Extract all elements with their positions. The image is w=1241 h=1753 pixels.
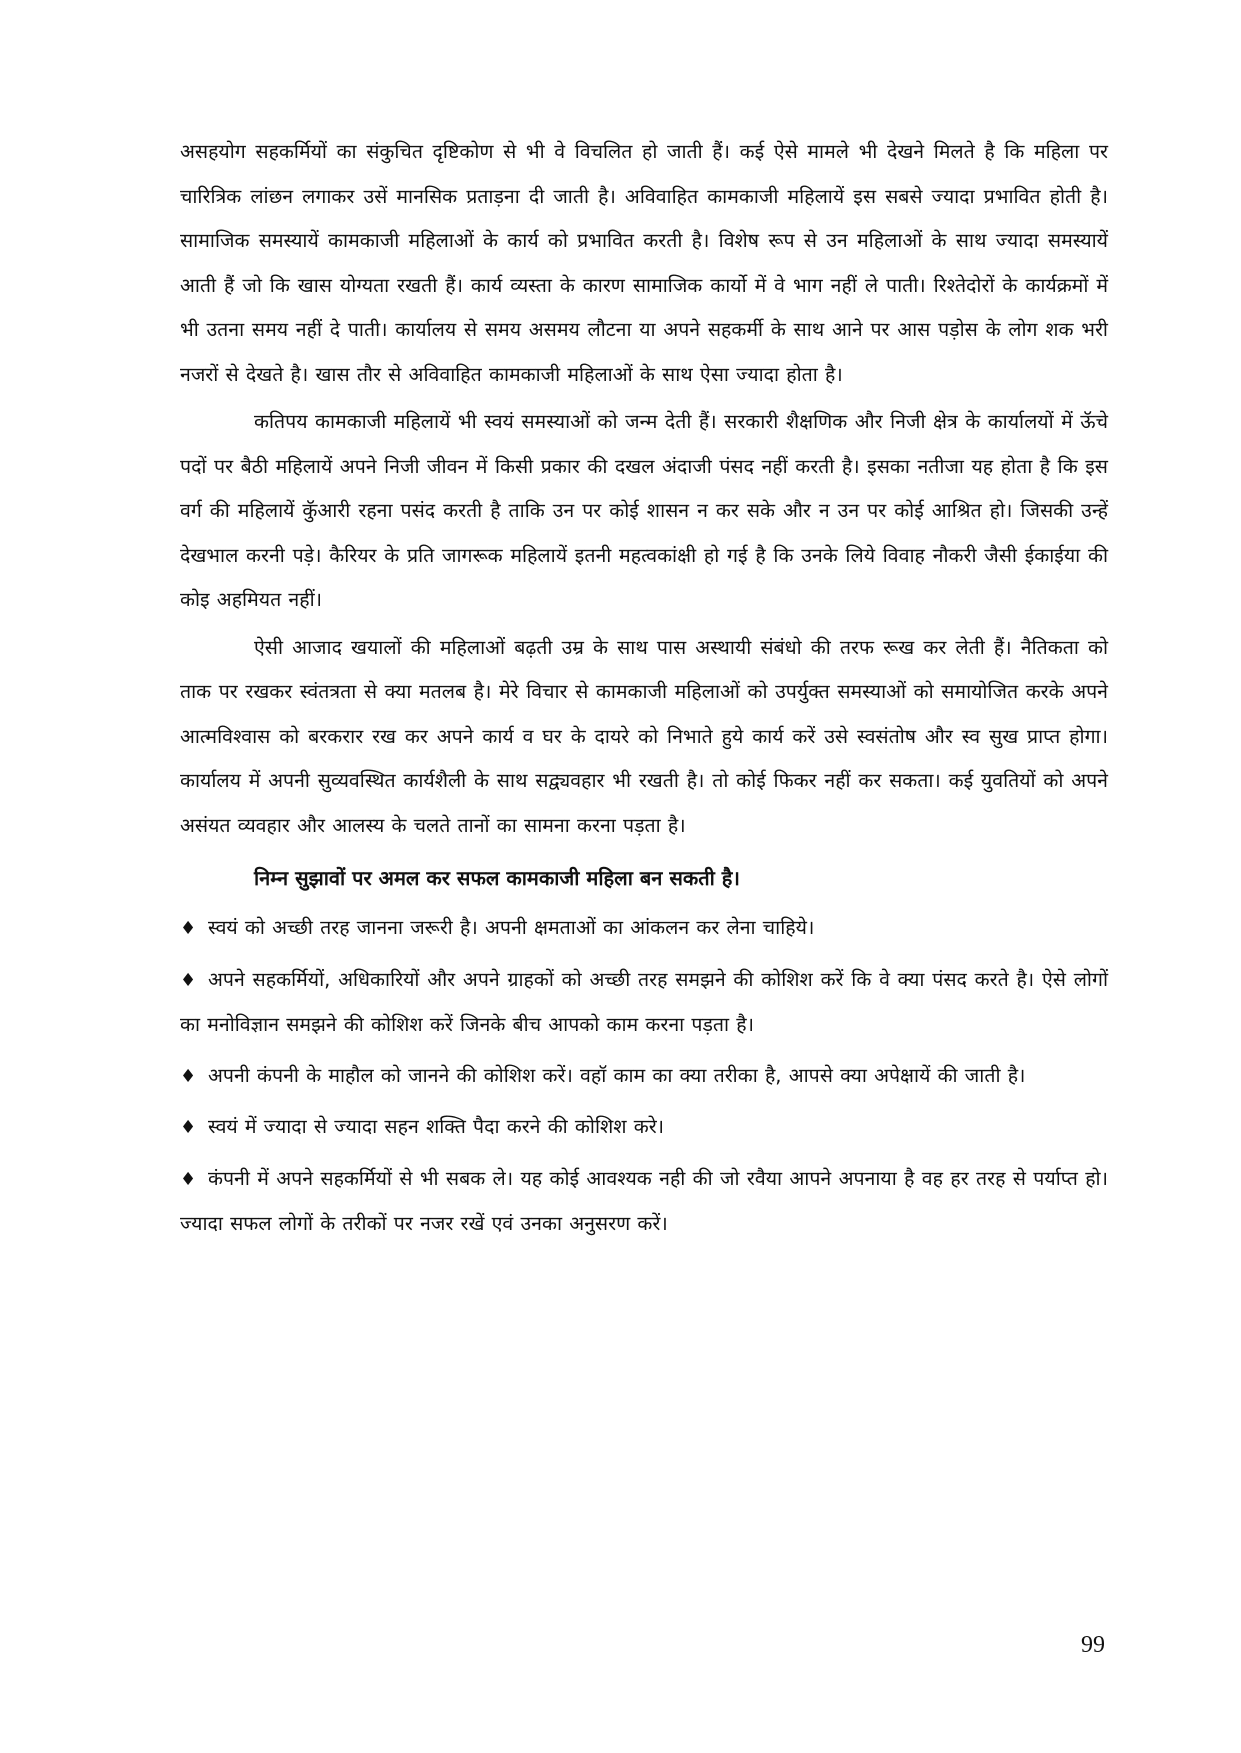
bullet-text: अपने सहकर्मियों, अधिकारियों और अपने ग्राहकों को अच्छी तरह समझने की कोशिश करें कि वे क्या पंसद करते है। ऐसे लोगों का मनोविज्ञान समझने की कोशिश करें जिनके बीच आपको काम करना पड़ता है। <box>180 967 1108 1036</box>
diamond-bullet-icon: ♦ <box>180 918 197 939</box>
bullet-text: कंपनी में अपने सहकर्मियों से भी सबक ले। यह कोई आवश्यक नही की जो रवैया आपने अपनाया है वह हर तरह से पर्याप्त हो। ज्यादा सफल लोगों के तरीकों पर नजर रखें एवं उनका अनुसरण करें। <box>180 1166 1108 1235</box>
diamond-bullet-icon: ♦ <box>180 969 197 991</box>
bullet-text: अपनी कंपनी के माहौल को जानने की कोशिश करें। वहॉ काम का क्या तरीका है, आपसे क्या अपेक्षायें की जाती है। <box>208 1063 1026 1087</box>
bullet-text: स्वयं को अच्छी तरह जानना जरूरी है। अपनी क्षमताओं का आंकलन कर लेना चाहिये। <box>208 916 815 939</box>
paragraph-2: कतिपय कामकाजी महिलायें भी स्वयं समस्याओं को जन्म देती हैं। सरकारी शैक्षणिक और निजी क्षेत्र के कार्यालयों में ऊॅचे पदों पर बैठी महिलायें अपने निजी जीवन में किसी प्रकार की दखल अंदाजी पंसद नहीं करती है। इसका नतीजा यह होता है कि इस वर्ग की महिलायें कुॅआरी रहना पसंद करती है ताकि उन पर कोई शासन न कर सके और न उन पर कोई आश्रित हो। जिसकी उन्हें देखभाल करनी पड़े। कैरियर के प्रति जागरूक महिलायें इतनी महत्वकांक्षी हो गई है कि उनके लिये विवाह नौकरी जैसी ईकाईया की कोइ अहमियत नहीं। <box>180 410 1108 611</box>
bullet-item-2 <box>180 958 1108 1048</box>
page-body <box>180 130 1108 1247</box>
bullet-item-3 <box>180 1054 1108 1100</box>
paragraph-3: ऐसी आजाद खयालों की महिलाओं बढ़ती उम्र के साथ पास अस्थायी संबंधो की तरफ रूख कर लेती हैं। नैतिकता को ताक पर रखकर स्वंतत्रता से क्या मतलब है। मेरे विचार से कामकाजी महिलाओं को उपर्युक्त समस्याओं को समायोजित करके अपने आत्मविश्वास को बरकरार रख कर अपने कार्य व घर के दायरे को निभाते हुये कार्य करें उसे स्वसंतोष और स्व सुख प्राप्त होगा। कार्यालय में अपनी सुव्यवस्थित कार्यशैली के साथ सद्व्यवहार भी रखती है। तो कोई फिकर नहीं कर सकता। कई युवतियों को अपने असंयत व्यवहार और आलस्य के चलते तानों का सामना करना पड़ता है। <box>180 635 1108 837</box>
suggestions-heading: निम्न सुझावों पर अमल कर सफल कामकाजी महिला बन सकती है। <box>254 866 740 890</box>
diamond-bullet-icon: ♦ <box>180 1065 197 1087</box>
diamond-bullet-icon: ♦ <box>180 1117 197 1138</box>
bullet-item-1 <box>180 906 1108 952</box>
bullet-item-4 <box>180 1105 1108 1151</box>
paragraph-1: असहयोग सहकर्मियों का संकुचित दृष्टिकोण से भी वे विचलित हो जाती हैं। कई ऐसे मामले भी देखने मिलते है कि महिला पर चारित्रिक लांछन लगाकर उसें मानसिक प्रताड़ना दी जाती है। अविवाहित कामकाजी महिलायें इस सबसे ज्यादा प्रभावित होती है। सामाजिक समस्यायें कामकाजी महिलाओं के कार्य को प्रभावित करती है। विशेष रूप से उन महिलाओं के साथ ज्यादा समस्यायें आती हैं जो कि खास योग्यता रखती हैं। कार्य व्यस्ता के कारण सामाजिक कार्यो में वे भाग नहीं ले पाती। रिश्तेदोरों के कार्यक्रमों में भी उतना समय नहीं दे पाती। कार्यालय से समय असमय लौटना या अपने सहकर्मी के साथ आने पर आस पड़ोस के लोग शक भरी नजरों से देखते है। खास तौर से अविवाहित कामकाजी महिलाओं के साथ ऐसा ज्यादा होता है। <box>180 140 1108 386</box>
page-number: 99 <box>1081 1632 1105 1658</box>
diamond-bullet-icon: ♦ <box>180 1168 197 1190</box>
bullet-item-5 <box>180 1157 1108 1247</box>
bullet-text: स्वयं में ज्यादा से ज्यादा सहन शक्ति पैदा करने की कोशिश करे। <box>208 1115 665 1138</box>
